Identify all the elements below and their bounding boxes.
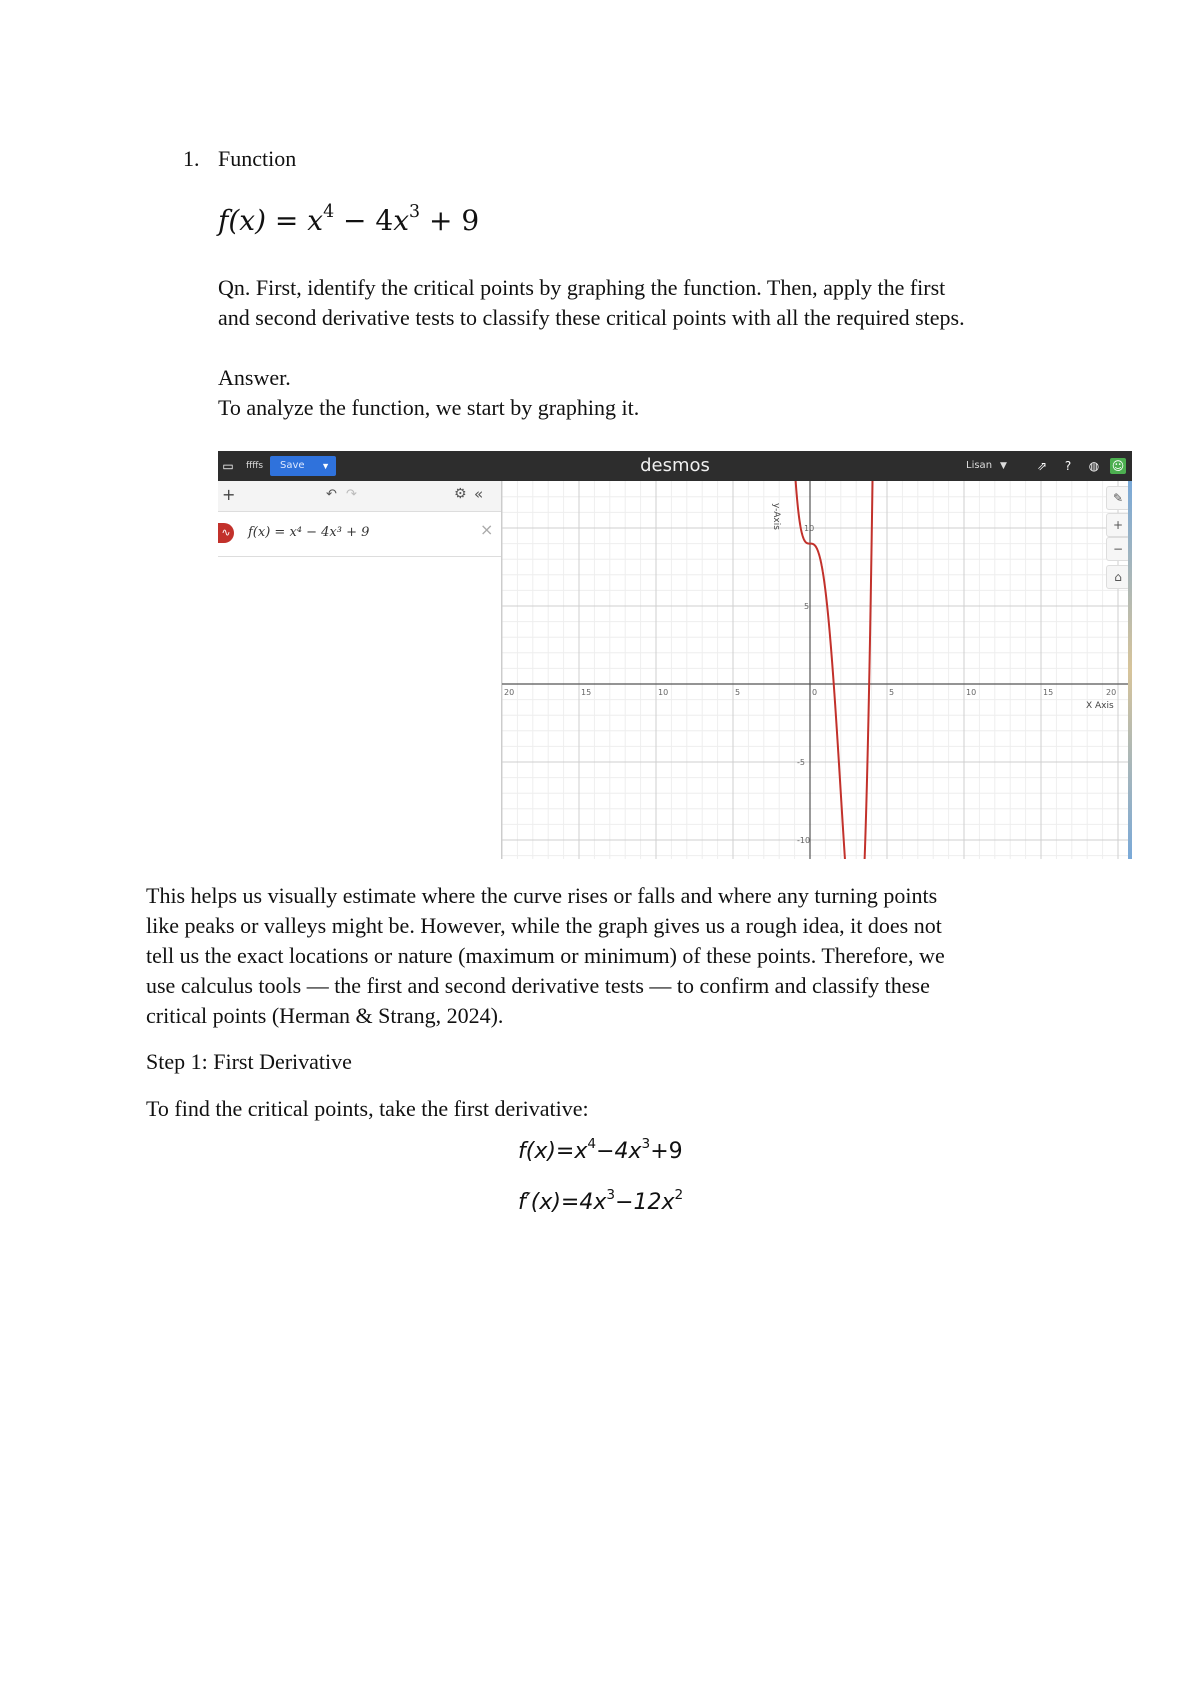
formula-term2: x — [393, 204, 410, 237]
desmos-screenshot — [218, 451, 1132, 859]
eq2-exp1: 3 — [606, 1186, 616, 1203]
desmos-graph-icon[interactable]: ∿ — [218, 523, 234, 543]
y-axis-label: y-Axis — [771, 503, 781, 530]
eq2-lhs: f′(x)=4x — [518, 1190, 607, 1215]
minor-grid — [502, 481, 1128, 859]
question-text-line2: and second derivative tests to classify these critical points with all the required steps. — [218, 305, 965, 330]
formula-op1: − — [343, 204, 367, 237]
para-line-2: like peaks or valleys might be. However, while the graph gives us a rough idea, it does not — [146, 913, 942, 938]
step1-intro: To find the critical points, take the first derivative: — [146, 1096, 589, 1121]
x-tick-label: 5 — [735, 688, 741, 697]
formula-eq: = — [274, 204, 299, 237]
desmos-topbar — [218, 451, 1132, 481]
equation-derivative — [518, 1188, 683, 1218]
formula-term2-coef: 4 — [375, 204, 394, 237]
answer-label: Answer. — [218, 365, 291, 390]
para-line-3: tell us the exact locations or nature (maximum or minimum) of these points. Therefore, we — [146, 943, 945, 968]
caret-down-icon: ▼ — [321, 461, 330, 471]
x-axis-label: X Axis — [1086, 701, 1114, 711]
step1-heading: Step 1: First Derivative — [146, 1049, 352, 1074]
formula-term2-exp: 3 — [409, 201, 421, 222]
account-icon[interactable]: ☺ — [1111, 459, 1125, 473]
y-tick-label: -10 — [797, 836, 811, 845]
x-tick-label: 5 — [889, 688, 895, 697]
expression-toolbar — [218, 481, 501, 512]
share-icon[interactable]: ⇗ — [1036, 459, 1048, 473]
undo-icon[interactable]: ↶ — [326, 487, 337, 502]
question-heading: Function — [218, 146, 297, 171]
zoom-out-icon[interactable]: − — [1106, 537, 1130, 561]
eq2-mid: −12x — [615, 1190, 675, 1215]
formula-term3: 9 — [461, 204, 480, 237]
function-curve — [795, 481, 874, 859]
formula-term1-exp: 4 — [323, 201, 335, 222]
x-tick-label: 0 — [812, 688, 818, 697]
formula-op2: + — [429, 204, 453, 237]
graph-canvas[interactable] — [502, 481, 1128, 859]
globe-icon[interactable]: ◍ — [1088, 459, 1100, 473]
equation-function — [518, 1137, 683, 1167]
remove-expression-icon[interactable]: × — [480, 520, 494, 539]
redo-icon[interactable]: ↷ — [346, 487, 357, 502]
home-icon[interactable]: ⌂ — [1106, 565, 1130, 589]
formula-lhs: f(x) — [218, 204, 267, 237]
axes — [502, 481, 1128, 859]
expression-row[interactable] — [218, 512, 501, 557]
question-number: 1. — [183, 146, 200, 171]
expression-panel — [218, 481, 502, 859]
eq2-exp2: 2 — [674, 1186, 684, 1203]
para-line-4: use calculus tools — the first and second derivative tests — to confirm and classify these — [146, 973, 930, 998]
eq1-mid: −4x — [596, 1139, 642, 1164]
formula-term1: x — [307, 204, 324, 237]
para-line-1: This helps us visually estimate where the curve rises or falls and where any turning points — [146, 883, 938, 908]
eq1-tail: +9 — [650, 1139, 683, 1164]
collapse-panel-icon[interactable]: « — [474, 485, 484, 503]
expression-text[interactable]: f(x) = x⁴ − 4x³ + 9 — [248, 525, 370, 540]
eq1-lhs: f(x)=x — [518, 1139, 588, 1164]
zoom-in-icon[interactable]: + — [1106, 513, 1130, 537]
question-text-line1: Qn. First, identify the critical points by graphing the function. Then, apply the first — [218, 275, 946, 300]
y-tick-label: -5 — [797, 758, 805, 767]
window-edge — [1128, 481, 1132, 859]
add-expression-icon[interactable]: + — [222, 485, 236, 504]
x-tick-label: 15 — [1043, 688, 1054, 697]
para-line-5: critical points (Herman & Strang, 2024). — [146, 1003, 504, 1028]
eq1-exp2: 3 — [641, 1135, 651, 1152]
save-label: Save — [280, 460, 305, 471]
user-menu[interactable]: Lisan — [966, 460, 993, 471]
x-tick-label: 20 — [504, 688, 515, 697]
major-grid — [502, 481, 1128, 859]
y-tick-label: 10 — [804, 524, 815, 533]
x-tick-label: 10 — [658, 688, 669, 697]
wrench-icon[interactable]: ✎ — [1106, 486, 1130, 510]
folder-icon[interactable]: ▭ — [222, 459, 234, 473]
x-tick-label: 20 — [1106, 688, 1117, 697]
eq1-exp1: 4 — [587, 1135, 597, 1152]
settings-gear-icon[interactable]: ⚙ — [454, 486, 467, 502]
desmos-logo: desmos — [640, 455, 710, 476]
y-tick-label: 5 — [804, 602, 810, 611]
user-caret-icon[interactable]: ▼ — [1000, 461, 1007, 471]
x-tick-label: 15 — [581, 688, 592, 697]
function-formula — [218, 203, 479, 239]
help-icon[interactable]: ? — [1064, 459, 1072, 473]
menu-label[interactable]: ffffs — [246, 461, 264, 471]
answer-intro: To analyze the function, we start by graphing it. — [218, 395, 640, 420]
x-tick-label: 10 — [966, 688, 977, 697]
